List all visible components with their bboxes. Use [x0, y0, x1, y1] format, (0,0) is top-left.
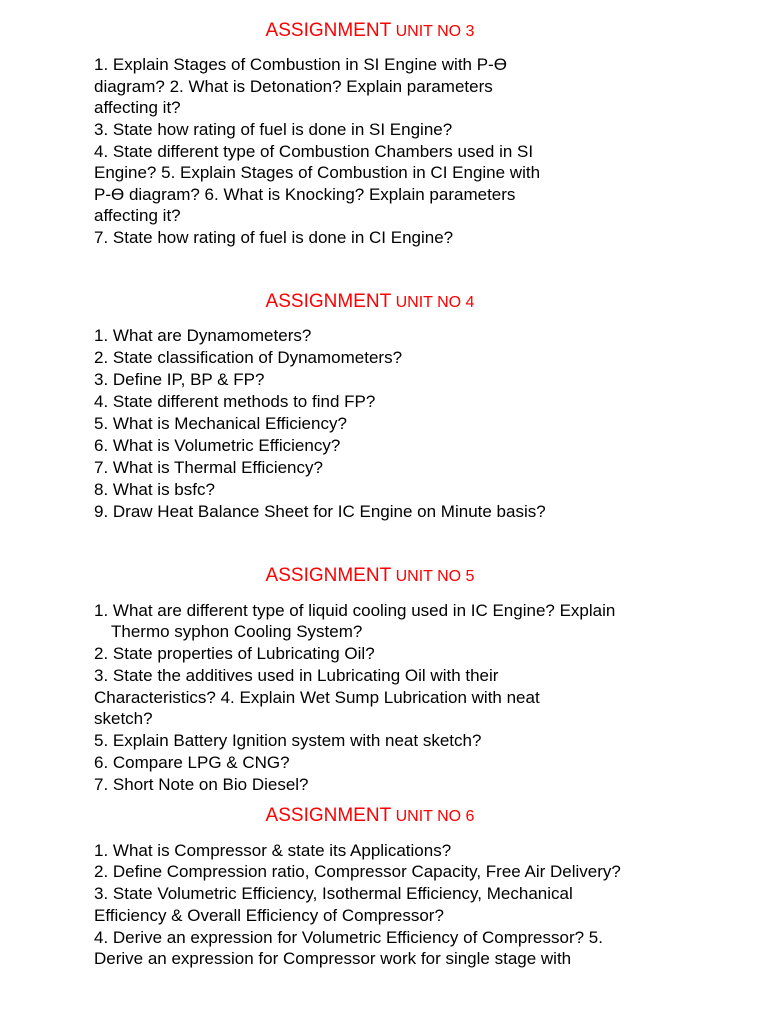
question-line: 1. What is Compressor & state its Applications?	[94, 841, 452, 860]
question-line: affecting it?	[94, 98, 181, 117]
question-line: affecting it?	[94, 206, 181, 225]
question-line: 1. What are Dynamometers?	[94, 326, 312, 345]
heading-unit: UNIT NO 4	[395, 294, 475, 311]
heading-title: ASSIGNMENT	[265, 805, 392, 826]
question-line: 7. Short Note on Bio Diesel?	[94, 775, 309, 794]
question-line: 6. Compare LPG & CNG?	[94, 753, 290, 772]
question-line: 3. State how rating of fuel is done in SI Engine?	[94, 120, 453, 139]
question-line: 8. What is bsfc?	[94, 480, 215, 499]
heading-unit: UNIT NO 5	[395, 568, 475, 585]
question-line: 3. Define IP, BP & FP?	[94, 370, 265, 389]
question-line: 2. State properties of Lubricating Oil?	[94, 644, 375, 663]
question-line: 2. Define Compression ratio, Compressor Capacity, Free Air Delivery?	[94, 862, 621, 881]
question-line: Efficiency & Overall Efficiency of Compressor?	[94, 906, 444, 925]
question-line: 6. What is Volumetric Efficiency?	[94, 436, 341, 455]
question-line: Engine? 5. Explain Stages of Combustion in CI Engine with	[94, 163, 541, 182]
heading-title: ASSIGNMENT	[265, 291, 392, 312]
question-line: 5. What is Mechanical Efficiency?	[94, 414, 347, 433]
question-line: 7. What is Thermal Efficiency?	[94, 458, 323, 477]
question-line: 1. What are different type of liquid cooling used in IC Engine? Explain	[94, 601, 616, 620]
question-line: 2. State classification of Dynamometers?	[94, 348, 403, 367]
question-line: 4. State different methods to find FP?	[94, 392, 376, 411]
heading-title: ASSIGNMENT	[265, 565, 392, 586]
section-heading-unit-4	[0, 291, 740, 313]
question-line: 3. State Volumetric Efficiency, Isothermal Efficiency, Mechanical	[94, 884, 573, 903]
heading-unit: UNIT NO 6	[395, 808, 475, 825]
question-line: 4. Derive an expression for Volumetric Efficiency of Compressor? 5.	[94, 928, 603, 947]
question-line: sketch?	[94, 709, 153, 728]
section-heading-unit-3	[0, 20, 740, 42]
heading-title: ASSIGNMENT	[265, 20, 392, 41]
question-line: diagram? 2. What is Detonation? Explain parameters	[94, 77, 493, 96]
question-line: Characteristics? 4. Explain Wet Sump Lubrication with neat	[94, 688, 540, 707]
question-line: 7. State how rating of fuel is done in CI Engine?	[94, 228, 454, 247]
heading-unit: UNIT NO 3	[395, 23, 475, 40]
question-line: 3. State the additives used in Lubricating Oil with their	[94, 666, 499, 685]
question-line: Derive an expression for Compressor work for single stage with	[94, 949, 572, 968]
question-line: 9. Draw Heat Balance Sheet for IC Engine on Minute basis?	[94, 502, 546, 521]
question-line: 4. State different type of Combustion Chambers used in SI	[94, 142, 534, 161]
section-heading-unit-5	[0, 565, 740, 587]
section-heading-unit-6	[0, 805, 740, 827]
question-line: P-Ɵ diagram? 6. What is Knocking? Explain parameters	[94, 185, 516, 204]
question-line: 1. Explain Stages of Combustion in SI Engine with P-Ɵ	[94, 55, 507, 74]
question-line: Thermo syphon Cooling System?	[111, 622, 363, 641]
question-line: 5. Explain Battery Ignition system with neat sketch?	[94, 731, 482, 750]
